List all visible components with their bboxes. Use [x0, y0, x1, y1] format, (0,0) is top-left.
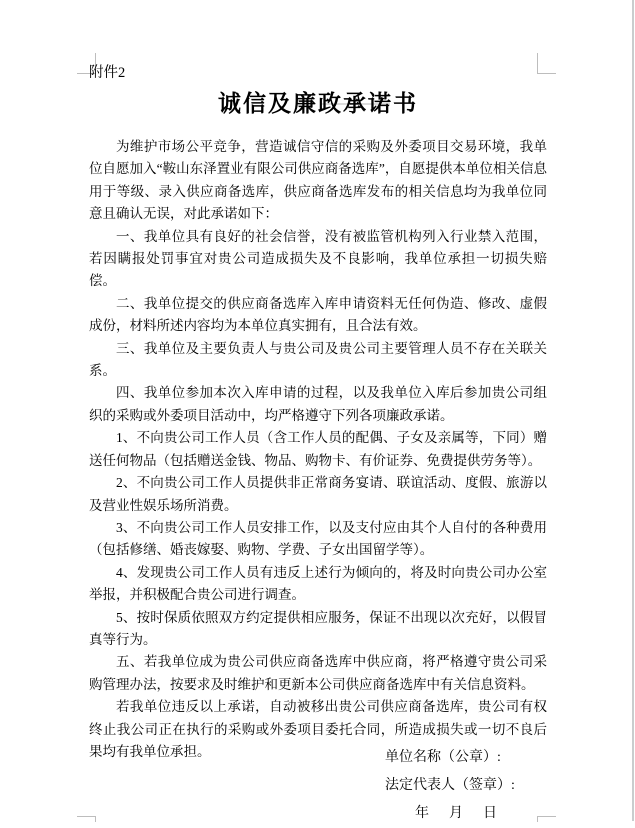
date-line: 年 月 日 — [415, 806, 500, 821]
margin-mark-bottom-right-icon — [537, 816, 556, 822]
margin-mark-top-right-icon — [537, 53, 556, 74]
paragraph: 五、若我单位成为贵公司供应商备选库中供应商，将严格遵守贵公司采购管理办法，按要求及时维护和更新本公司供应商备选库中有关信息资料。 — [89, 654, 547, 692]
signature-block — [385, 744, 515, 828]
paragraph: 为维护市场公平竞争，营造诚信守信的采购及外委项目交易环境，我单位自愿加入“鞍山东泽置业有限公司供应商备选库”，自愿提供本单位相关信息用于等级、录入供应商备选库，供应商备选库发布的相关信息均为我单位同意且确认无误，对此承诺如下： — [89, 139, 547, 222]
paragraph: 5、按时保质依照双方约定提供相应服务，保证不出现以次充好，以假冒真等行为。 — [89, 609, 547, 647]
paragraph: 2、不向贵公司工作人员提供非正常商务宴请、联谊活动、度假、旅游以及营业性娱乐场所消费。 — [89, 475, 547, 513]
paragraph: 一、我单位具有良好的社会信誉，没有被监管机构列入行业禁入范围，若因瞒报处罚事宜对贵公司造成损失及不良影响，我单位承担一切损失赔偿。 — [89, 228, 547, 289]
paragraph: 三、我单位及主要负责人与贵公司及贵公司主要管理人员不存在关联关系。 — [89, 340, 547, 379]
document-body — [89, 136, 547, 763]
document-title: 诚信及廉政承诺书 — [218, 91, 418, 116]
attachment-label: 附件2 — [89, 65, 126, 81]
company-name-seal-line: 单位名称（公章）: — [385, 750, 501, 765]
paragraph: 1、不向贵公司工作人员（含工作人员的配偶、子女及亲属等，下同）赠送任何物品（包括赠送金钱、物品、购物卡、有价证券、免费提供劳务等）。 — [89, 430, 547, 468]
paragraph: 二、我单位提交的供应商备选库入库申请资料无任何伪造、修改、虚假成份，材料所述内容均为本单位真实拥有，且合法有效。 — [89, 295, 547, 334]
paragraph: 4、发现贵公司工作人员有违反上述行为倾向的，将及时向贵公司办公室举报，并积极配合贵公司进行调查。 — [89, 564, 547, 603]
legal-representative-line: 法定代表人（签章）: — [385, 778, 515, 793]
paragraph: 3、不向贵公司工作人员安排工作，以及支付应由其个人自付的各种费用（包括修缮、婚丧嫁娶、购物、学费、子女出国留学等）。 — [89, 519, 547, 558]
margin-mark-bottom-left-icon — [77, 816, 96, 822]
paragraph: 若我单位违反以上承诺，自动被移出贵公司供应商备选库，贵公司有权终止我公司正在执行的采购或外委项目委托合同，所造成损失或一切不良后果均有我单位承担。 — [89, 699, 547, 759]
page-right-edge — [632, 0, 634, 821]
paragraph: 四、我单位参加本次入库申请的过程，以及我单位入库后参加贵公司组织的采购或外委项目活动中，均严格遵守下列各项廉政承诺。 — [89, 385, 547, 423]
